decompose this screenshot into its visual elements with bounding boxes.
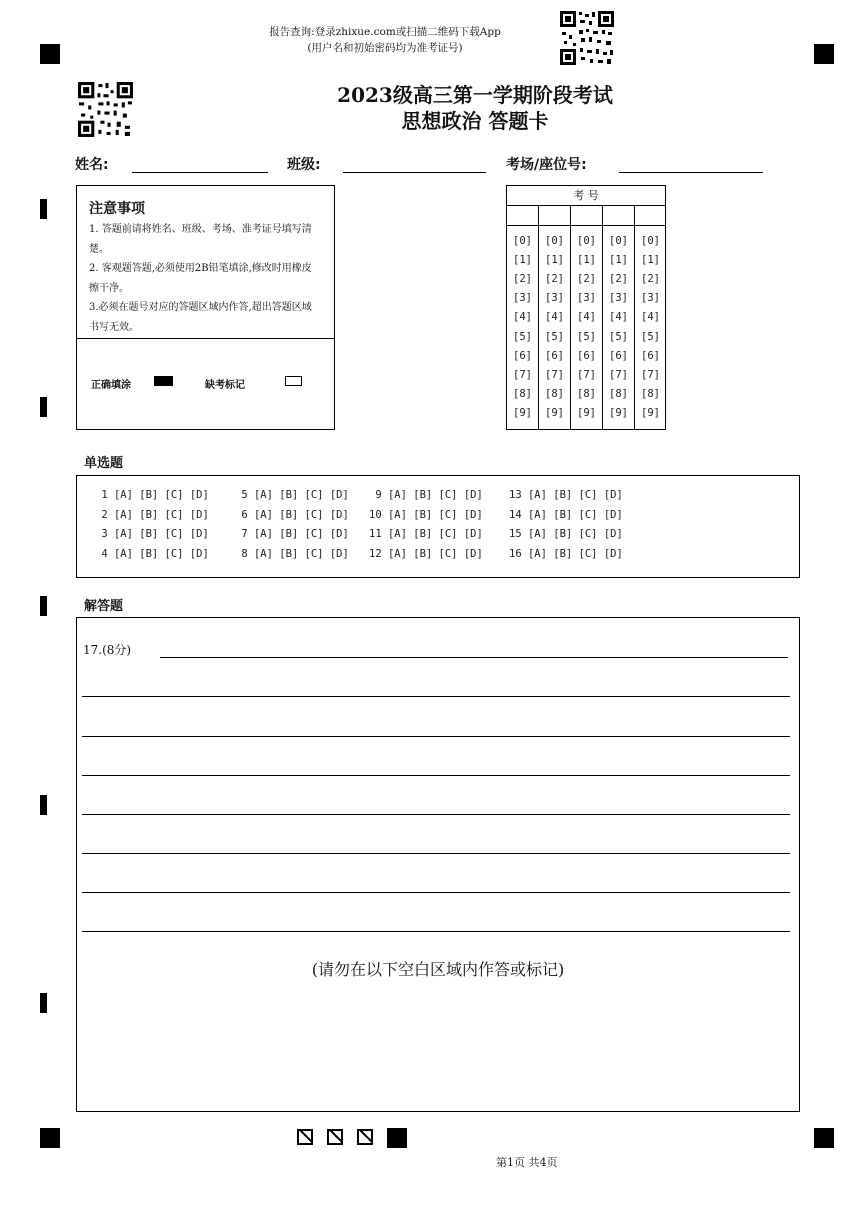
digit-bubble[interactable]: [8] (513, 387, 532, 400)
answer-line[interactable] (82, 931, 790, 932)
exam-title (300, 82, 650, 134)
choice-question[interactable]: 2 [A] [B] [C] [D] (95, 508, 209, 521)
digit-bubbles (507, 235, 665, 425)
timing-mark (40, 993, 47, 1013)
choice-question[interactable]: 6 [A] [B] [C] [D] (235, 508, 349, 521)
answer-line[interactable] (82, 736, 790, 737)
filled-box-mark (387, 1128, 407, 1148)
choice-question[interactable]: 13 [A] [B] [C] [D] (509, 489, 623, 501)
digit-bubble[interactable]: [5] (545, 330, 564, 343)
digit-bubble[interactable]: [8] (641, 387, 660, 400)
absent-mark-label: 缺考标记 (205, 380, 245, 391)
digit-bubble[interactable]: [1] (641, 254, 660, 267)
digit-bubble[interactable]: [5] (609, 330, 628, 343)
choice-grid (77, 476, 799, 577)
exam-number-grid (506, 185, 666, 430)
digit-bubble[interactable]: [0] (641, 235, 660, 247)
digit-bubble[interactable]: [4] (513, 311, 532, 324)
digit-bubble[interactable]: [9] (577, 406, 596, 419)
crossed-box-mark (357, 1129, 373, 1145)
class-field[interactable] (343, 172, 486, 173)
note-item: 3.必须在题号对应的答题区域内作答,超出答题区域书写无效。 (89, 302, 312, 333)
digit-bubble[interactable]: [7] (609, 368, 628, 381)
digit-bubble[interactable]: [7] (641, 368, 660, 381)
answer-line[interactable] (82, 814, 790, 815)
digit-bubble[interactable]: [6] (577, 349, 596, 362)
digit-bubble[interactable]: [9] (513, 406, 532, 419)
qr-code-icon (559, 10, 615, 66)
title-line-1: 2023级高三第一学期阶段考试 (337, 83, 613, 107)
name-field[interactable] (132, 172, 268, 173)
choice-question[interactable]: 1 [A] [B] [C] [D] (95, 489, 209, 501)
divider (77, 338, 334, 339)
digit-bubble[interactable]: [1] (609, 254, 628, 267)
answer-line[interactable] (82, 853, 790, 854)
digit-bubble[interactable]: [9] (609, 406, 628, 419)
digit-bubble[interactable]: [6] (641, 349, 660, 362)
title-line-2: 思想政治 答题卡 (401, 109, 549, 133)
digit-bubble[interactable]: [2] (577, 273, 596, 286)
single-choice-title: 单选题 (84, 456, 124, 471)
crossed-box-mark (327, 1129, 343, 1145)
page-number: 第1页 共4页 (496, 1156, 558, 1169)
note-item: 2. 客观题答题,必须使用2B铅笔填涂,修改时用橡皮擦干净。 (89, 263, 312, 294)
choice-question[interactable]: 12 [A] [B] [C] [D] (369, 547, 483, 560)
corner-mark-bottom-right (814, 1128, 834, 1148)
choice-question[interactable]: 7 [A] [B] [C] [D] (235, 528, 349, 540)
choice-question[interactable]: 11 [A] [B] [C] [D] (369, 528, 483, 540)
digit-bubble[interactable]: [4] (641, 311, 660, 324)
answer-line[interactable] (82, 892, 790, 893)
corner-mark-top-left (40, 44, 60, 64)
digit-bubble[interactable]: [2] (609, 273, 628, 286)
choice-question[interactable]: 14 [A] [B] [C] [D] (509, 508, 623, 521)
digit-bubble[interactable]: [3] (577, 292, 596, 305)
digit-bubble[interactable]: [6] (609, 349, 628, 362)
digit-bubble[interactable]: [4] (577, 311, 596, 324)
digit-bubble[interactable]: [2] (513, 273, 532, 286)
exam-number-write-row (507, 205, 665, 226)
answer-line[interactable] (82, 696, 790, 697)
digit-bubble[interactable]: [7] (545, 368, 564, 381)
choice-question[interactable]: 4 [A] [B] [C] [D] (95, 547, 209, 560)
digit-bubble[interactable]: [9] (641, 406, 660, 419)
choice-question[interactable]: 3 [A] [B] [C] [D] (95, 528, 209, 540)
digit-bubble[interactable]: [8] (609, 387, 628, 400)
choice-question[interactable]: 10 [A] [B] [C] [D] (369, 508, 483, 521)
answer-line[interactable] (160, 657, 788, 658)
no-answer-hint: (请勿在以下空白区域内作答或标记) (311, 960, 565, 979)
choice-question[interactable]: 16 [A] [B] [C] [D] (509, 547, 623, 560)
answer-line[interactable] (82, 775, 790, 776)
timing-mark (40, 199, 47, 219)
exam-number-header: 考 号 (507, 186, 665, 206)
digit-bubble[interactable]: [3] (609, 292, 628, 305)
correct-fill-sample (154, 376, 173, 386)
digit-bubble[interactable]: [0] (577, 235, 596, 247)
digit-bubble[interactable]: [8] (577, 387, 596, 400)
answer-box (76, 617, 800, 1112)
notes-title: 注意事项 (89, 201, 145, 217)
corner-mark-top-right (814, 44, 834, 64)
digit-bubble[interactable]: [7] (513, 368, 532, 381)
timing-mark (40, 397, 47, 417)
timing-mark (40, 795, 47, 815)
digit-bubble[interactable]: [5] (641, 330, 660, 343)
digit-bubble[interactable]: [0] (513, 235, 532, 247)
seat-field[interactable] (619, 172, 763, 173)
seat-label: 考场/座位号: (506, 157, 587, 173)
choice-question[interactable]: 15 [A] [B] [C] [D] (509, 528, 623, 540)
notes-list (89, 220, 321, 337)
choice-question[interactable]: 5 [A] [B] [C] [D] (235, 489, 349, 501)
header-line-1: 报告查询:登录zhixue.com或扫描二维码下载App (269, 26, 501, 38)
qr-code-icon (77, 81, 134, 138)
digit-bubble[interactable]: [8] (545, 387, 564, 400)
digit-bubble[interactable]: [1] (577, 254, 596, 267)
absent-mark-box[interactable] (285, 376, 302, 386)
digit-bubble[interactable]: [5] (577, 330, 596, 343)
single-choice-box (76, 475, 800, 578)
digit-bubble[interactable]: [6] (545, 349, 564, 362)
notes-box (76, 185, 335, 430)
digit-bubble[interactable]: [7] (577, 368, 596, 381)
question-17-label: 17.(8分) (83, 643, 132, 657)
digit-bubble[interactable]: [4] (545, 311, 564, 324)
digit-bubble[interactable]: [0] (609, 235, 628, 247)
note-item: 1. 答题前请将姓名、班级、考场、准考证号填写清楚。 (89, 224, 312, 255)
digit-bubble[interactable]: [1] (545, 254, 564, 267)
correct-fill-label: 正确填涂 (91, 380, 131, 391)
answer-section-title: 解答题 (84, 599, 124, 614)
corner-mark-bottom-left (40, 1128, 60, 1148)
digit-bubble[interactable]: [5] (513, 330, 532, 343)
choice-question[interactable]: 8 [A] [B] [C] [D] (235, 547, 349, 560)
header-line-2: (用户名和初始密码均为准考证号) (307, 42, 463, 54)
digit-bubble[interactable]: [0] (545, 235, 564, 247)
digit-bubble[interactable]: [3] (641, 292, 660, 305)
digit-bubble[interactable]: [3] (545, 292, 564, 305)
digit-bubble[interactable]: [2] (641, 273, 660, 286)
crossed-box-mark (297, 1129, 313, 1145)
digit-bubble[interactable]: [3] (513, 292, 532, 305)
digit-bubble[interactable]: [1] (513, 254, 532, 267)
name-label: 姓名: (75, 157, 109, 173)
digit-bubble[interactable]: [9] (545, 406, 564, 419)
report-query-header (230, 24, 540, 56)
digit-bubble[interactable]: [6] (513, 349, 532, 362)
digit-bubble[interactable]: [4] (609, 311, 628, 324)
digit-bubble[interactable]: [2] (545, 273, 564, 286)
timing-mark (40, 596, 47, 616)
class-label: 班级: (287, 157, 321, 173)
choice-question[interactable]: 9 [A] [B] [C] [D] (369, 489, 483, 501)
